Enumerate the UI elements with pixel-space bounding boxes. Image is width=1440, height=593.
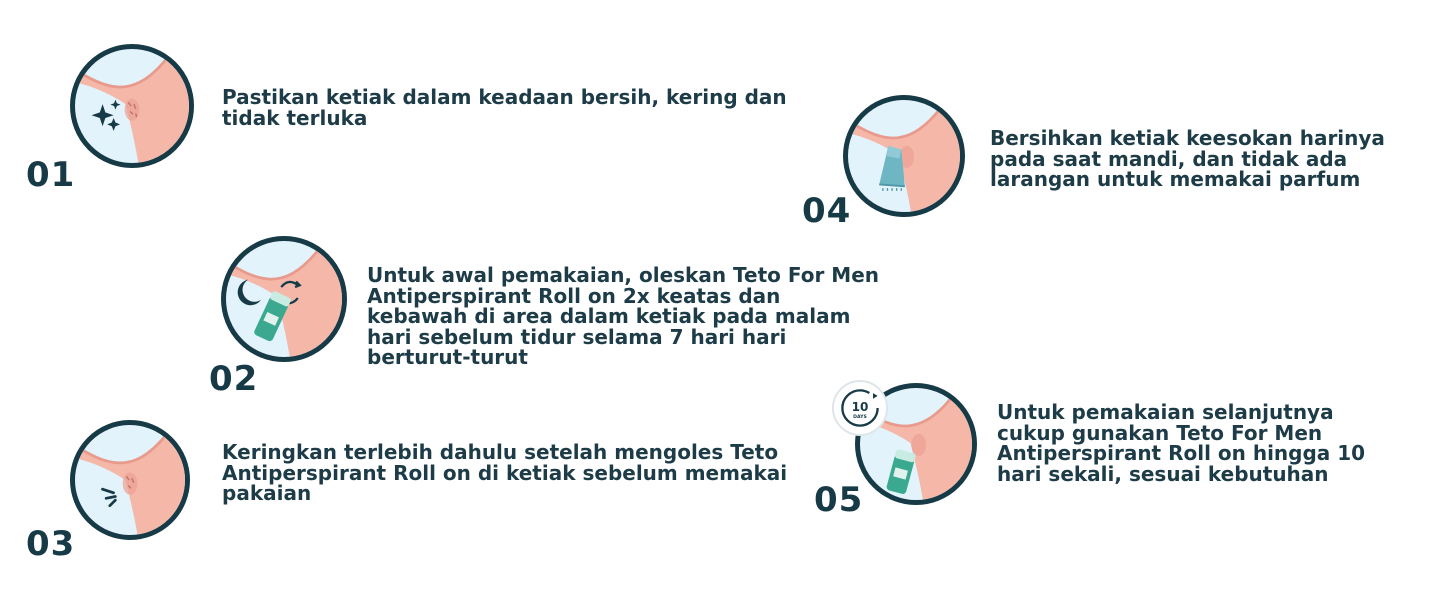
step-02-illustration <box>221 236 347 362</box>
moon-roll-on-icon <box>226 241 342 357</box>
step-01-text: Pastikan ketiak dalam keadaan bersih, kering dan tidak terluka <box>222 85 787 130</box>
towel-icon <box>848 100 960 212</box>
step-03-text: Keringkan terlebih dahulu setelah mengoles Teto Antiperspirant Roll on di ketiak sebelum memakai pakaian <box>222 440 788 505</box>
step-04-text: Bersihkan ketiak keesokan harinya pada saat mandi, dan tidak ada larangan untuk memakai parfum <box>990 126 1385 191</box>
step-02-text: Untuk awal pemakaian, oleskan Teto For Men Antiperspirant Roll on 2x keatas dan kebawah di area dalam ketiak pada malam hari sebelum tidur selama 7 hari hari berturut-turut <box>367 263 879 369</box>
step-05-text: Untuk pemakaian selanjutnya cukup gunakan Teto For Men Antiperspirant Roll on hingga 10 hari sekali, sesuai kebutuhan <box>997 400 1366 486</box>
ten-days-badge <box>832 380 888 436</box>
step-05-number: 05 <box>814 480 864 520</box>
ten-days-icon <box>834 382 886 434</box>
badge-value: 10 <box>851 399 869 414</box>
armpit-sparkle-icon <box>75 49 189 163</box>
step-03-illustration <box>70 420 190 540</box>
step-01-number: 01 <box>26 155 76 195</box>
step-02-number: 02 <box>209 359 259 399</box>
step-03-number: 03 <box>26 524 76 564</box>
step-04-illustration <box>843 95 965 217</box>
dry-icon <box>75 425 185 535</box>
step-01-illustration <box>70 44 194 168</box>
badge-unit: DAYS <box>853 415 867 421</box>
step-04-number: 04 <box>802 191 852 231</box>
